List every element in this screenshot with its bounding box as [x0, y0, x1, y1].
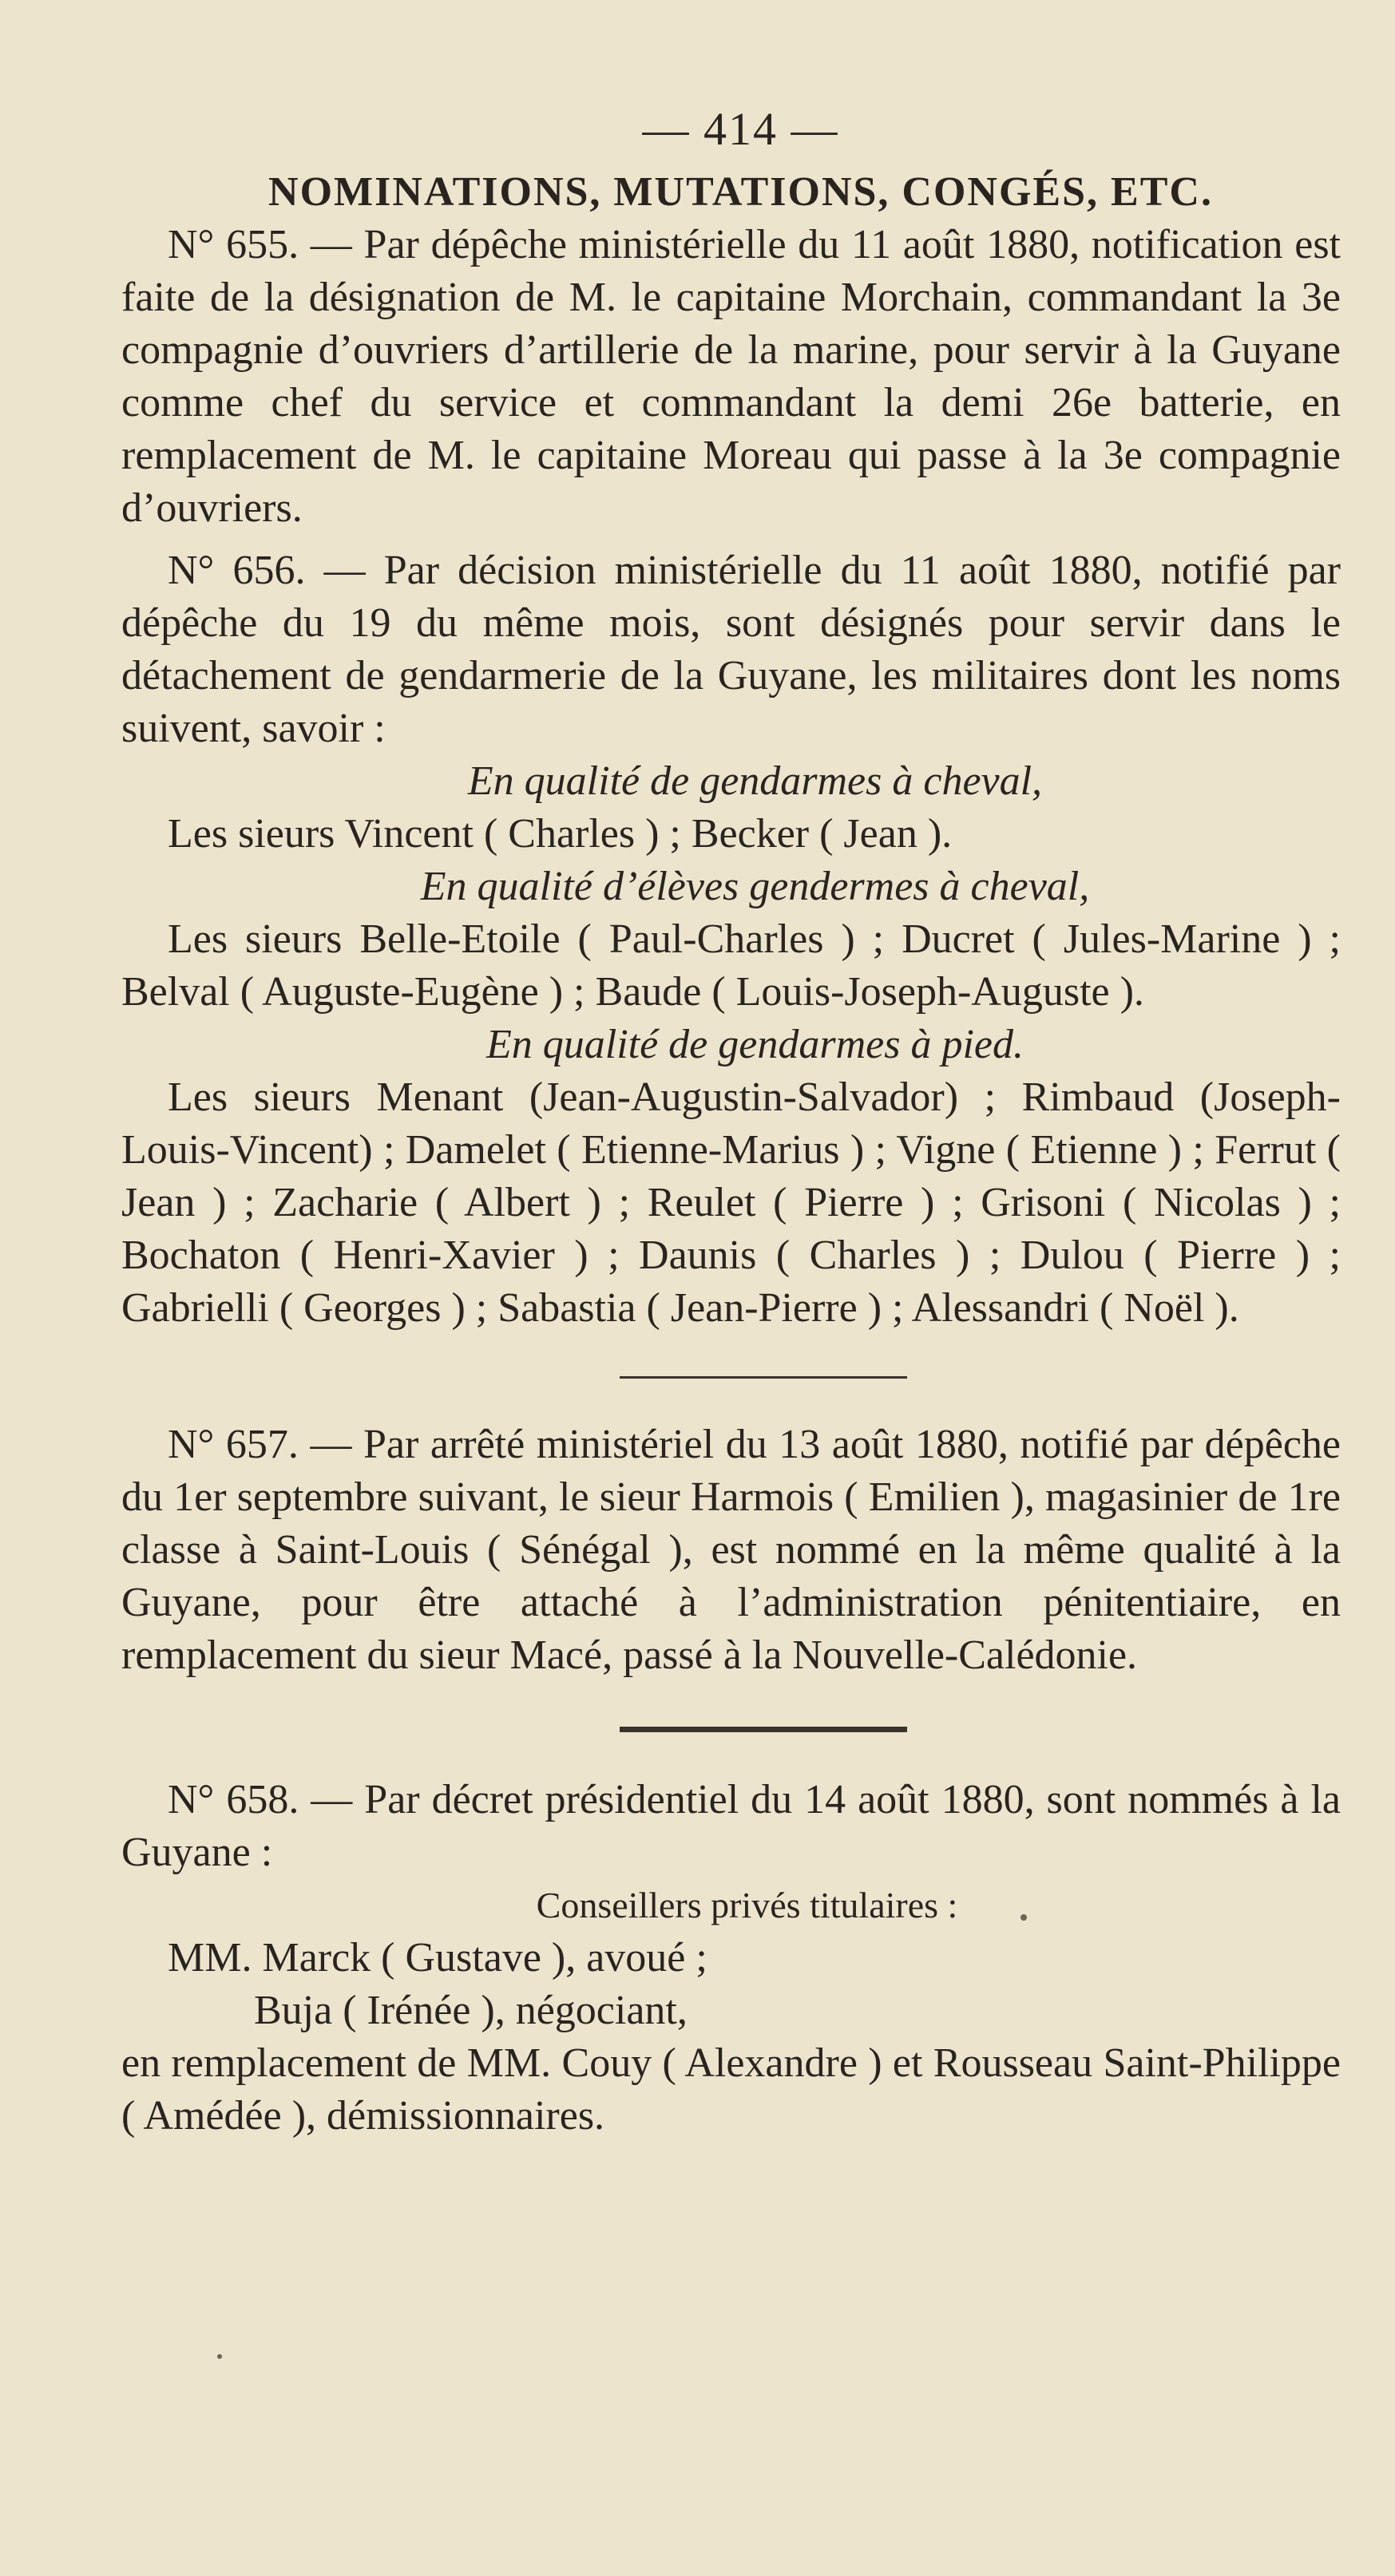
paragraph-n655: N° 655. — Par dépêche ministérielle du 11 août 1880, notification est faite de la désignation de M. le capitaine Morchain, commandant la 3e compagnie d’ouvriers d’artillerie de la marine, pour servir à la Guyane comme chef du service et commandant la demi 26e batterie, en remplacement de M. le capitaine Moreau qui passe à la 3e compagnie d’ouvriers.: [121, 222, 1341, 531]
paragraph-n656-intro: N° 656. — Par décision ministérielle du 11 août 1880, notifié par dépêche du 19 du même mois, sont désignés pour servir dans le détachement de gendarmerie de la Guyane, les militaires dont les noms suivent, savoir :: [121, 548, 1341, 751]
appointment-marck: MM. Marck ( Gustave ), avoué ;: [168, 1935, 707, 1980]
section-divider: [620, 1376, 907, 1379]
appointment-buja: Buja ( Irénée ), négociant,: [254, 1988, 688, 2033]
paper-speck: [217, 2354, 222, 2359]
section-title: NOMINATIONS, MUTATIONS, CONGÉS, ETC.: [268, 169, 1213, 215]
list-gendarmes-pied: Les sieurs Menant (Jean-Augustin-Salvador) ; Rimbaud (Joseph-Louis-Vincent) ; Damelet ( Etienne-Marius ) ; Vigne ( Etienne ) ; Ferrut ( Jean ) ; Zacharie ( Albert ) ; Reulet ( Pierre ) ; Grisoni ( Nicolas ) ; Bochaton ( Henri-Xavier ) ; Daunis ( Charles ) ; Dulou ( Pierre ) ; Gabrielli ( Georges ) ; Sabastia ( Jean-Pierre ) ; Alessandri ( Noël ).: [121, 1074, 1341, 1331]
page-number: — 414 —: [642, 103, 839, 155]
list-eleves-gendarmes: Les sieurs Belle-Etoile ( Paul-Charles ) ; Ducret ( Jules-Marine ) ; Belval ( Auguste-Eugène ) ; Baude ( Louis-Joseph-Auguste ).: [121, 916, 1341, 1015]
heading-gendarmes-cheval: En qualité de gendarmes à cheval,: [467, 758, 1043, 804]
paper-speck: [1020, 1914, 1027, 1921]
paragraph-remplacement: en remplacement de MM. Couy ( Alexandre ) et Rousseau Saint-Philippe ( Amédée ), démissionnaires.: [121, 2040, 1341, 2139]
heading-gendarmes-pied: En qualité de gendarmes à pied.: [486, 1022, 1024, 1067]
heading-conseillers: Conseillers privés titulaires :: [536, 1885, 958, 1925]
heading-eleves-gendarmes: En qualité d’élèves gendermes à cheval,: [420, 864, 1090, 909]
section-divider-thick: [620, 1727, 907, 1732]
paragraph-n657: N° 657. — Par arrêté ministériel du 13 août 1880, notifié par dépêche du 1er septembre suivant, le sieur Harmois ( Emilien ), magasinier de 1re classe à Saint-Louis ( Sénégal ), est nommé en la même qualité à la Guyane, pour être attaché à l’administration pénitentiaire, en remplacement du sieur Macé, passé à la Nouvelle-Calédonie.: [121, 1422, 1341, 1678]
list-gendarmes-cheval: Les sieurs Vincent ( Charles ) ; Becker ( Jean ).: [168, 811, 953, 857]
paragraph-n658-intro: N° 658. — Par décret présidentiel du 14 août 1880, sont nommés à la Guyane :: [121, 1777, 1341, 1875]
